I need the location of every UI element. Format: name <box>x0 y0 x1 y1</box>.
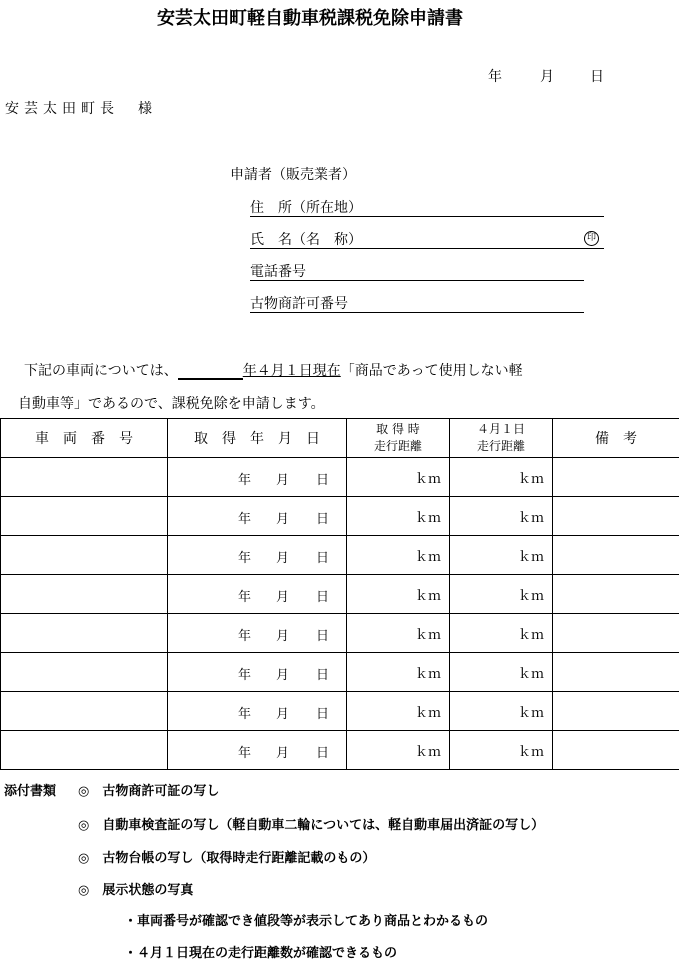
cell-year-label: 年 <box>238 664 251 683</box>
intro-line-2: 自動車等」であるので、課税免除を申請します。 <box>18 393 325 413</box>
mileage-april-cell[interactable] <box>450 614 553 653</box>
date-day-label: 日 <box>590 66 604 86</box>
cell-year-label: 年 <box>238 586 251 605</box>
remarks-cell[interactable] <box>553 497 679 536</box>
year-blank[interactable] <box>178 364 243 380</box>
km-unit: ｋｍ <box>518 589 544 604</box>
cell-month-label: 月 <box>276 703 289 722</box>
vehicle-number-cell[interactable] <box>1 536 168 575</box>
vehicle-number-cell[interactable] <box>1 497 168 536</box>
vehicle-number-cell[interactable] <box>1 731 168 770</box>
remarks-cell[interactable] <box>553 536 679 575</box>
applicant-label: 申請者（販売業者） <box>230 164 356 184</box>
seal-icon: 印 <box>584 231 599 246</box>
attachment-item-4: ◎ 展示状態の写真 <box>78 879 193 898</box>
cell-month-label: 月 <box>276 664 289 683</box>
acquisition-date-cell[interactable] <box>168 458 347 497</box>
acquisition-date-cell[interactable] <box>168 731 347 770</box>
date-month-label: 月 <box>540 66 554 86</box>
addressee: 安芸太田町長 様 <box>5 98 157 118</box>
mileage-acquisition-cell[interactable] <box>347 731 450 770</box>
table-row <box>1 536 679 575</box>
license-label: 古物商許可番号 <box>250 296 348 312</box>
vehicle-number-cell[interactable] <box>1 692 168 731</box>
mileage-acquisition-cell[interactable] <box>347 458 450 497</box>
table-row <box>1 614 679 653</box>
table-row <box>1 575 679 614</box>
header-mileage-april: ４月１日 走行距離 <box>450 419 553 458</box>
km-unit: ｋｍ <box>518 667 544 682</box>
date-year-label: 年 <box>488 66 502 86</box>
cell-month-label: 月 <box>276 625 289 644</box>
attachment-item-1: ◎ 古物商許可証の写し <box>78 780 219 799</box>
cell-month-label: 月 <box>276 508 289 527</box>
km-unit: ｋｍ <box>415 511 441 526</box>
remarks-cell[interactable] <box>553 692 679 731</box>
cell-month-label: 月 <box>276 586 289 605</box>
km-unit: ｋｍ <box>518 706 544 721</box>
intro-line-1: 下記の車両については、 年４月１日現在「商品であって使用しない軽 <box>24 360 523 380</box>
acquisition-date-cell[interactable] <box>168 614 347 653</box>
table-row <box>1 458 679 497</box>
header-vehicle-number: 車 両 番 号 <box>1 419 168 458</box>
mileage-april-cell[interactable] <box>450 575 553 614</box>
cell-day-label: 日 <box>316 664 329 683</box>
remarks-cell[interactable] <box>553 575 679 614</box>
km-unit: ｋｍ <box>415 706 441 721</box>
vehicle-number-cell[interactable] <box>1 575 168 614</box>
acquisition-date-cell[interactable] <box>168 653 347 692</box>
mileage-acquisition-cell[interactable] <box>347 497 450 536</box>
cell-year-label: 年 <box>238 703 251 722</box>
cell-day-label: 日 <box>316 586 329 605</box>
mileage-april-cell[interactable] <box>450 653 553 692</box>
attachment-sub-item-1: ・車両番号が確認でき値段等が表示してあり商品とわかるもの <box>124 910 488 929</box>
cell-month-label: 月 <box>276 742 289 761</box>
cell-year-label: 年 <box>238 508 251 527</box>
remarks-cell[interactable] <box>553 614 679 653</box>
attachment-item-2: ◎ 自動車検査証の写し（軽自動車二輪については、軽自動車届出済証の写し） <box>78 814 544 833</box>
attachments-label: 添付書類 <box>4 780 56 799</box>
cell-day-label: 日 <box>316 625 329 644</box>
header-acquisition-date: 取 得 年 月 日 <box>168 419 347 458</box>
vehicle-table <box>0 418 679 770</box>
cell-year-label: 年 <box>238 742 251 761</box>
km-unit: ｋｍ <box>518 628 544 643</box>
cell-month-label: 月 <box>276 469 289 488</box>
mileage-april-cell[interactable] <box>450 692 553 731</box>
cell-day-label: 日 <box>316 508 329 527</box>
km-unit: ｋｍ <box>518 745 544 760</box>
vehicle-number-cell[interactable] <box>1 458 168 497</box>
mileage-april-cell[interactable] <box>450 458 553 497</box>
acquisition-date-cell[interactable] <box>168 536 347 575</box>
name-field[interactable] <box>250 229 604 249</box>
acquisition-date-cell[interactable] <box>168 575 347 614</box>
cell-month-label: 月 <box>276 547 289 566</box>
table-row <box>1 731 679 770</box>
remarks-cell[interactable] <box>553 731 679 770</box>
km-unit: ｋｍ <box>415 667 441 682</box>
license-field[interactable] <box>250 293 584 313</box>
km-unit: ｋｍ <box>518 472 544 487</box>
km-unit: ｋｍ <box>415 589 441 604</box>
cell-year-label: 年 <box>238 547 251 566</box>
remarks-cell[interactable] <box>553 653 679 692</box>
cell-day-label: 日 <box>316 703 329 722</box>
km-unit: ｋｍ <box>518 550 544 565</box>
km-unit: ｋｍ <box>415 472 441 487</box>
phone-label: 電話番号 <box>250 264 306 280</box>
address-field[interactable] <box>250 197 604 217</box>
km-unit: ｋｍ <box>415 550 441 565</box>
phone-field[interactable] <box>250 261 584 281</box>
km-unit: ｋｍ <box>415 745 441 760</box>
remarks-cell[interactable] <box>553 458 679 497</box>
attachment-item-3: ◎ 古物台帳の写し（取得時走行距離記載のもの） <box>78 847 375 866</box>
cell-year-label: 年 <box>238 469 251 488</box>
cell-day-label: 日 <box>316 742 329 761</box>
document-title: 安芸太田町軽自動車税課税免除申請書 <box>0 4 620 30</box>
mileage-april-cell[interactable] <box>450 536 553 575</box>
mileage-april-cell[interactable] <box>450 497 553 536</box>
address-label: 住 所（所在地） <box>250 200 362 216</box>
km-unit: ｋｍ <box>518 511 544 526</box>
acquisition-date-cell[interactable] <box>168 497 347 536</box>
km-unit: ｋｍ <box>415 628 441 643</box>
cell-year-label: 年 <box>238 625 251 644</box>
cell-day-label: 日 <box>316 547 329 566</box>
mileage-acquisition-cell[interactable] <box>347 692 450 731</box>
acquisition-date-cell[interactable] <box>168 692 347 731</box>
mileage-acquisition-cell[interactable] <box>347 575 450 614</box>
mileage-acquisition-cell[interactable] <box>347 614 450 653</box>
mileage-april-cell[interactable] <box>450 731 553 770</box>
table-row <box>1 497 679 536</box>
cell-day-label: 日 <box>316 469 329 488</box>
mileage-acquisition-cell[interactable] <box>347 536 450 575</box>
vehicle-number-cell[interactable] <box>1 614 168 653</box>
attachment-sub-item-2: ・４月１日現在の走行距離数が確認できるもの <box>124 942 397 961</box>
vehicle-number-cell[interactable] <box>1 653 168 692</box>
table-header-row <box>1 419 679 458</box>
mileage-acquisition-cell[interactable] <box>347 653 450 692</box>
table-row <box>1 653 679 692</box>
header-mileage-acquisition: 取 得 時 走行距離 <box>347 419 450 458</box>
table-row <box>1 692 679 731</box>
header-remarks: 備 考 <box>553 419 679 458</box>
name-label: 氏 名（名 称） <box>250 232 362 248</box>
